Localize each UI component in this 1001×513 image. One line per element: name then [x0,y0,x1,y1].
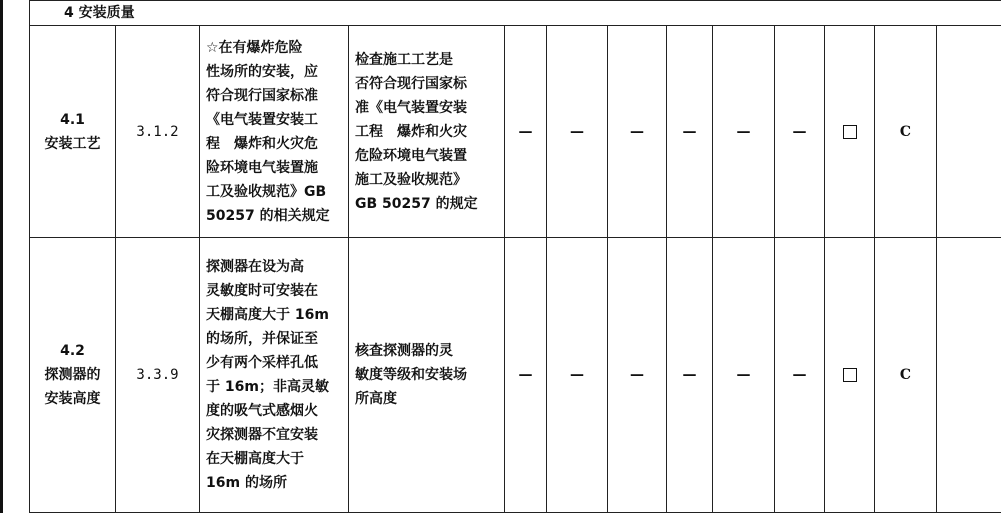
method-cell [349,238,505,513]
blank-cell [937,26,1001,238]
requirement-line: 的场所，并保证至 [206,331,318,347]
blank-cell [937,238,1001,513]
clause-number: 3.3.9 [116,238,200,513]
method-line: 所高度 [355,391,397,407]
section-title: 4 安装质量 [30,1,1001,26]
clause-number: 3.1.2 [116,26,200,238]
check-cell [825,26,875,238]
requirement-line: 灾探测器不宜安装 [206,427,318,443]
method-cell [349,26,505,238]
requirement-line: 于 16m；非高灵敏 [206,379,329,395]
na-mark: — [667,238,713,513]
inspection-table [29,0,1001,513]
method-line: 危险环境电气装置 [355,147,467,164]
grade-cell: C [875,26,937,238]
method-line: 施工及验收规范》 [355,171,467,188]
method-line: 核查探测器的灵 [355,343,453,359]
na-mark: — [547,26,608,238]
requirement-line: 度的吸气式感烟火 [206,403,318,419]
requirement-line: 符合现行国家标准 [206,87,318,104]
requirement-line: 性场所的安装，应 [206,63,318,80]
requirement-line: 《电气装置安装工 [206,111,318,128]
na-mark: — [667,26,713,238]
section-header-row [30,1,1001,26]
na-mark: — [608,238,667,513]
grade-cell: C [875,238,937,513]
table-row [30,238,1001,513]
checkbox[interactable] [843,125,857,139]
method-line: 检查施工工艺是 [355,51,453,68]
item-cell [30,238,116,513]
method-line: 工程 爆炸和火灾 [355,123,467,140]
requirement-line: 灵敏度时可安装在 [206,283,318,299]
item-number: 4.1 [60,111,85,128]
method-line: 敏度等级和安装场 [355,367,467,383]
na-mark: — [505,238,547,513]
requirement-line: 探测器在设为高 [206,259,304,275]
method-line: 准《电气装置安装 [355,99,467,116]
check-cell [825,238,875,513]
na-mark: — [713,26,775,238]
requirement-line: 50257 的相关规定 [206,207,330,224]
method-line: GB 50257 的规定 [355,195,478,212]
requirement-line: 少有两个采样孔低 [206,355,318,371]
item-number: 4.2 [60,343,85,359]
requirement-cell [200,26,349,238]
requirement-line: 16m 的场所 [206,475,287,491]
requirement-line: 在天棚高度大于 [206,451,304,467]
na-mark: — [775,26,825,238]
requirement-line: 险环境电气装置施 [206,159,318,176]
requirement-cell [200,238,349,513]
item-name: 安装工艺 [44,135,101,152]
na-mark: — [775,238,825,513]
requirement-line: ☆在有爆炸危险 [206,39,303,56]
na-mark: — [505,26,547,238]
requirement-line: 工及验收规范》GB [206,183,327,200]
item-name: 探测器的 [44,367,101,383]
item-cell [30,26,116,238]
na-mark: — [547,238,608,513]
na-mark: — [713,238,775,513]
checkbox[interactable] [843,368,857,382]
method-line: 否符合现行国家标 [355,75,467,92]
requirement-line: 天棚高度大于 16m [206,307,329,323]
na-mark: — [608,26,667,238]
requirement-line: 程 爆炸和火灾危 [206,135,318,152]
item-name: 安装高度 [44,391,101,407]
table-row [30,26,1001,238]
